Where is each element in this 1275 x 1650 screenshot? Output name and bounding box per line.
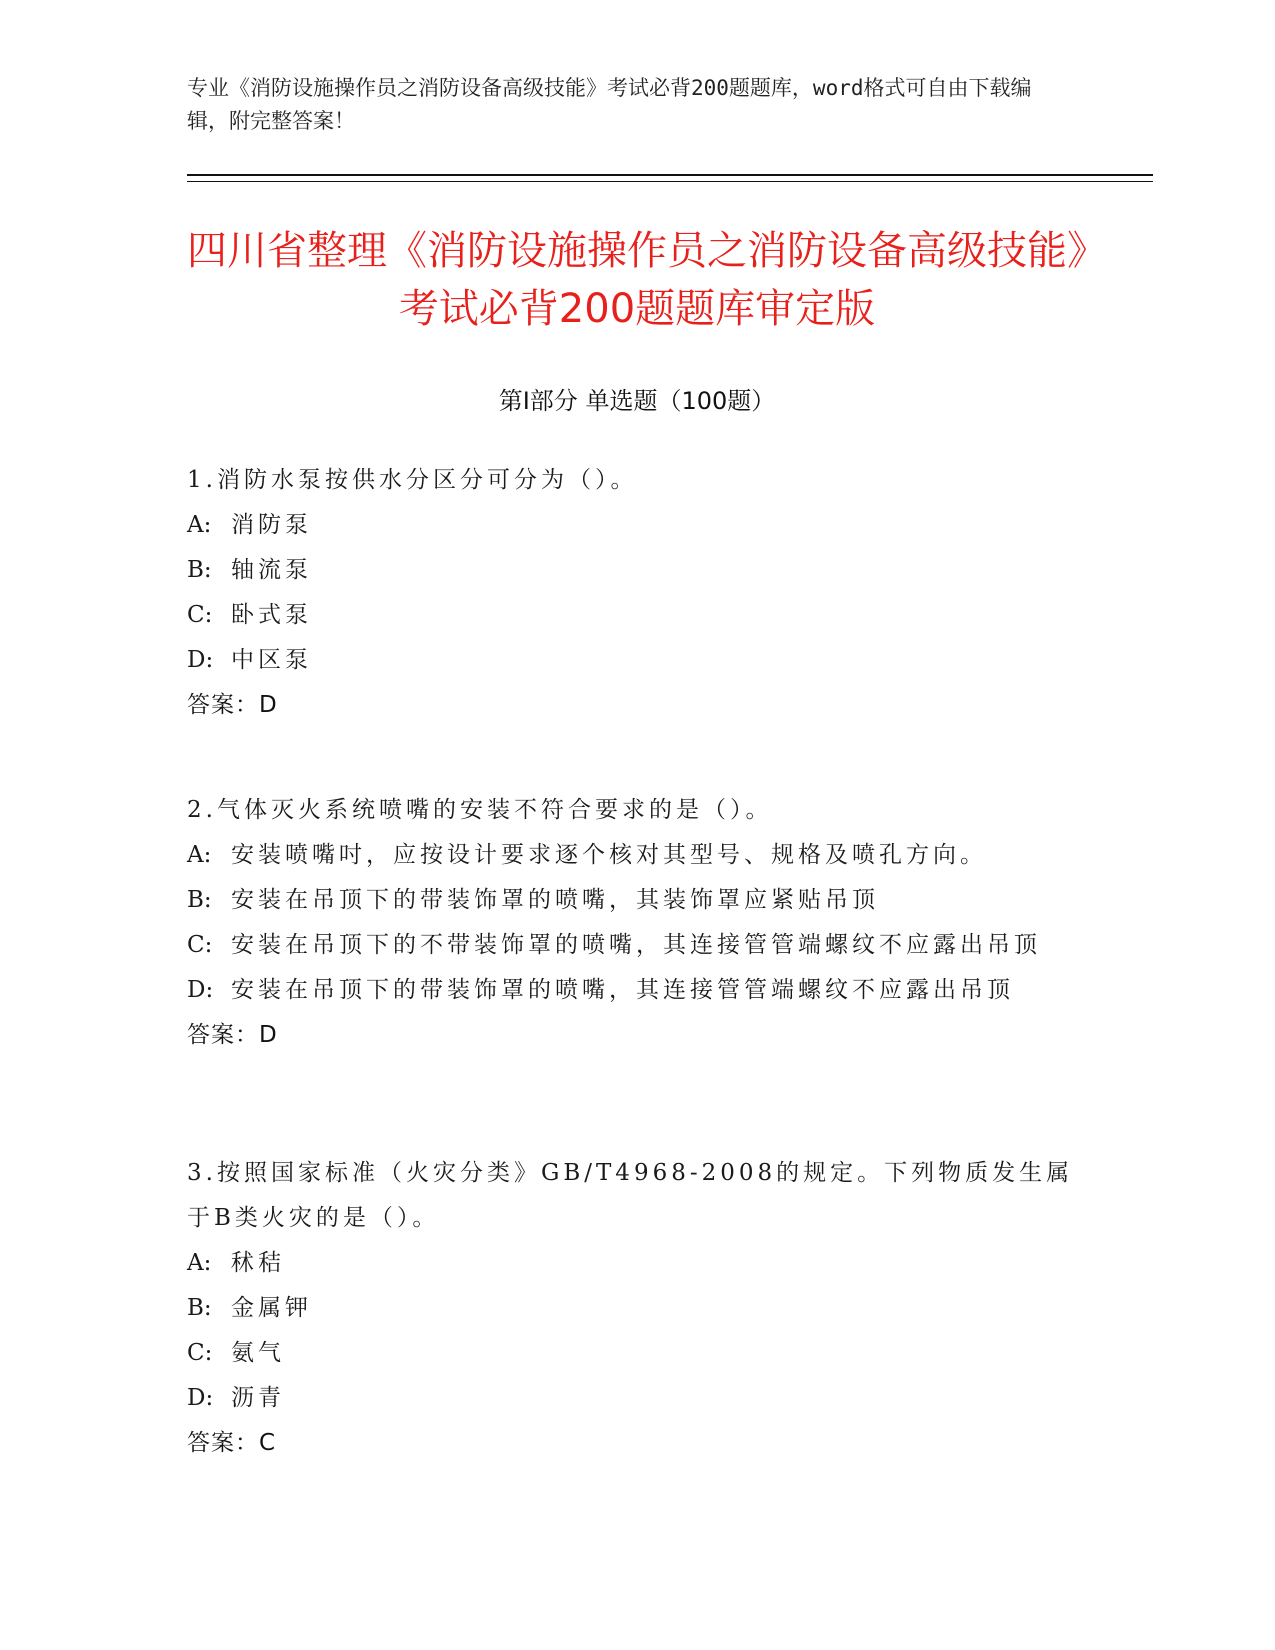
answer-line: 答案：D	[187, 692, 278, 718]
option-key: C:	[187, 1340, 213, 1366]
option-key: A:	[187, 842, 212, 868]
section-heading: 第I部分 单选题（100题）	[498, 387, 776, 415]
option-key: D:	[187, 647, 214, 673]
option-text: 安装喷嘴吋，应按设计要求逐个核对其型号、规格及喷孔方向。	[231, 842, 987, 868]
option-text: 安装在吊顶下的带装饰罩的喷嘴，其装饰罩应紧贴吊顶	[231, 887, 879, 913]
option-c	[187, 593, 1087, 638]
option-key: C:	[187, 602, 213, 628]
option-key: D:	[187, 977, 214, 1003]
option-text: 中区泵	[231, 647, 312, 673]
option-text: 安装在吊顶下的不带装饰罩的喷嘴，其连接管管端螺纹不应露出吊顶	[231, 932, 1041, 958]
option-key: B:	[187, 557, 212, 583]
option-b	[187, 1286, 1087, 1331]
option-c	[187, 1331, 1087, 1376]
option-b	[187, 548, 1087, 593]
option-key: D:	[187, 1385, 214, 1411]
question-1	[187, 458, 1087, 728]
option-text: 安装在吊顶下的带装饰罩的喷嘴，其连接管管端螺纹不应露出吊顶	[231, 977, 1014, 1003]
header-divider-thin	[187, 181, 1153, 182]
option-text: 卧式泵	[231, 602, 312, 628]
option-d	[187, 638, 1087, 683]
option-text: 消防泵	[231, 512, 312, 538]
option-b	[187, 878, 1087, 923]
document-title: 四川省整理《消防设施操作员之消防设备高级技能》考试必背200题题库审定版	[187, 228, 1087, 332]
option-key: A:	[187, 512, 212, 538]
answer-line: 答案：C	[187, 1430, 277, 1456]
answer-line: 答案：D	[187, 1022, 278, 1048]
option-key: C:	[187, 932, 213, 958]
question-stem: 2.气体灭火系统喷嘴的安装不符合要求的是（）。	[187, 797, 773, 823]
option-a	[187, 1241, 1087, 1286]
header-divider-thick	[187, 174, 1153, 176]
option-key: B:	[187, 1295, 212, 1321]
option-text: 氨气	[231, 1340, 285, 1366]
option-text: 轴流泵	[231, 557, 312, 583]
option-key: A:	[187, 1250, 212, 1276]
question-stem: 1.消防水泵按供水分区分可分为（）。	[187, 467, 638, 493]
option-text: 秫秸	[231, 1250, 285, 1276]
question-stem: 3.按照国家标准（火灾分类》GB/T4968-2008的规定。下列物质发生属于B类火灾的是（）。	[187, 1160, 1074, 1231]
question-3	[187, 1151, 1087, 1466]
question-2	[187, 788, 1087, 1058]
option-c	[187, 923, 1087, 968]
option-d	[187, 968, 1087, 1013]
option-a	[187, 503, 1087, 548]
option-a	[187, 833, 1087, 878]
option-key: B:	[187, 887, 212, 913]
option-text: 沥青	[231, 1385, 285, 1411]
option-text: 金属钾	[231, 1295, 312, 1321]
document-header-note: 专业《消防设施操作员之消防设备高级技能》考试必背200题题库，word格式可自由下载编辑，附完整答案！	[187, 76, 1032, 133]
option-d	[187, 1376, 1087, 1421]
